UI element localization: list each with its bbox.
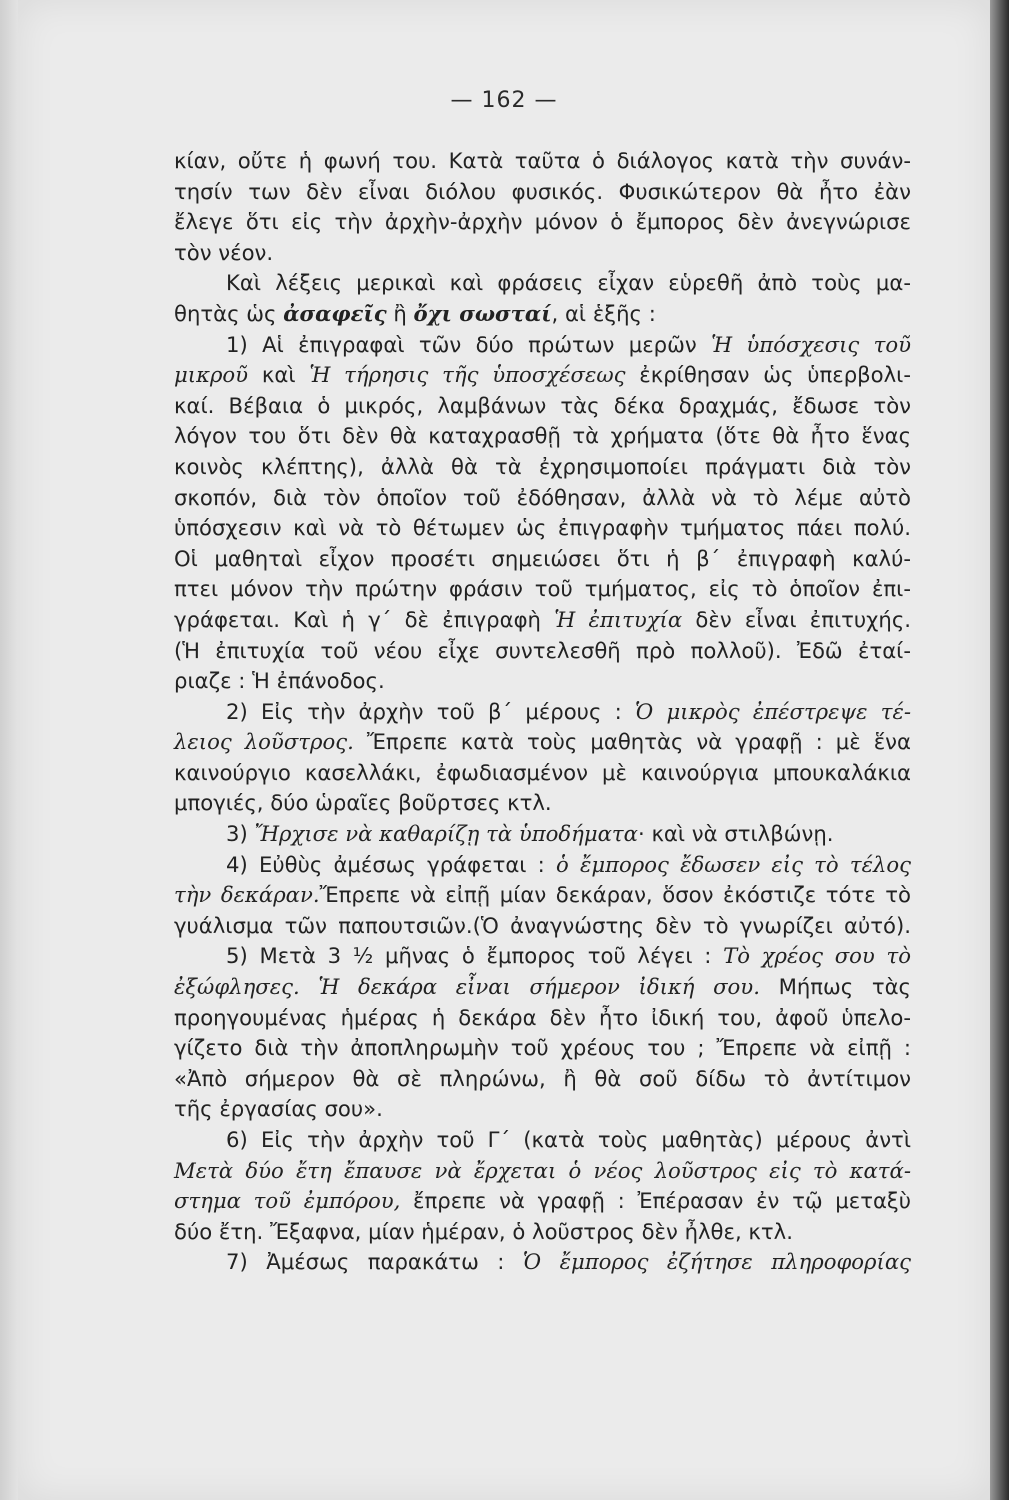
text-line bbox=[174, 452, 911, 483]
emphasized-text: Ἡ ὑπόσχεσις τοῦ bbox=[711, 331, 912, 357]
text-line bbox=[174, 850, 911, 881]
text-line bbox=[174, 1125, 911, 1156]
text-line bbox=[174, 544, 911, 575]
emphasized-text: λειος λοῦστρος. bbox=[174, 729, 354, 755]
text-run: 3) bbox=[226, 821, 255, 847]
text-run: τῆς ἐργασίας σου». bbox=[174, 1096, 383, 1122]
text-line bbox=[174, 146, 911, 177]
emphasized-text: Τὸ χρέος σου τὸ bbox=[723, 943, 911, 969]
text-run: κίαν, οὔτε ἡ φωνή του. Κατὰ ταῦτα ὁ διάλογος κατὰ τὴν συνάν- bbox=[174, 148, 911, 173]
text-run: κοινὸς κλέπτης), ἀλλὰ θὰ τὰ ἐχρησιμοποίει πράγματι διὰ τὸν bbox=[174, 453, 911, 479]
text-run: ἐκρίθησαν ὡς ὑπερβολι- bbox=[625, 362, 912, 388]
text-run: Καὶ λέξεις μερικαὶ καὶ φράσεις εἶχαν εὑρεθῆ ἀπὸ τοὺς μα- bbox=[226, 270, 911, 296]
emphasized-text: μικροῦ bbox=[174, 362, 249, 388]
text-run: ὑπόσχεσιν καὶ νὰ τὸ θέτωμεν ὡς ἐπιγραφὴν τμήματος πάει πολύ. bbox=[174, 515, 911, 541]
text-run: Οἱ μαθηταὶ εἶχον προσέτι σημειώσει ὅτι ἡ β΄ ἐπιγραφὴ καλύ- bbox=[174, 545, 911, 571]
emphasized-text: τὴν δεκάραν. bbox=[174, 882, 320, 908]
text-line bbox=[174, 207, 911, 238]
text-run: ἢ bbox=[386, 300, 414, 326]
text-line bbox=[174, 697, 911, 728]
emphasized-text: Ἤρχισε νὰ καθαρίζῃ τὰ ὑποδήματα bbox=[254, 821, 638, 847]
text-run: λόγον του ὅτι δὲν θὰ καταχρασθῇ τὰ χρήματα (ὅτε θὰ ἦτο ἕνας bbox=[174, 423, 911, 449]
text-run: ριαζε : Ἡ ἐπάνοδος. bbox=[174, 668, 385, 694]
text-line bbox=[174, 421, 911, 452]
text-line bbox=[174, 1217, 911, 1248]
emphasized-text: Ἡ ἐπιτυχία bbox=[554, 606, 683, 632]
text-run: δὲν εἶναι ἐπιτυχής. bbox=[682, 606, 912, 632]
text-line bbox=[174, 238, 911, 269]
text-run: 4) Εὐθὺς ἀμέσως γράφεται : bbox=[226, 851, 557, 877]
text-line bbox=[174, 1247, 911, 1278]
text-line bbox=[174, 391, 911, 422]
text-line bbox=[174, 1156, 911, 1187]
text-run: Μήπως τὰς bbox=[759, 974, 911, 1000]
page-left-margin bbox=[0, 0, 18, 1500]
text-line bbox=[174, 788, 911, 819]
body-text bbox=[174, 146, 911, 1278]
text-run: ἔπρεπε νὰ γραφῇ : Ἐπέρασαν ἐν τῷ μεταξὺ bbox=[400, 1188, 911, 1214]
text-run: γυάλισμα τῶν παπουτσιῶν.(Ὁ ἀναγνώστης δὲν τὸ γνωρίζει αὐτό). bbox=[174, 912, 911, 938]
text-run: σκοπόν, διὰ τὸν ὁποῖον τοῦ ἐδόθησαν, ἀλλὰ νὰ τὸ λέμε αὐτὸ bbox=[174, 484, 911, 510]
emphasized-text: Ἡ τήρησις τῆς ὑποσχέσεως bbox=[309, 362, 626, 388]
text-line bbox=[174, 1064, 911, 1095]
emphasized-text: ἐξώφλησες. Ἡ δεκάρα εἶναι σήμερον ἰδική σου. bbox=[174, 974, 760, 1000]
text-run: καινούργιο κασελλάκι, ἐφωδιασμένον μὲ καινούργια μπουκαλάκια bbox=[174, 759, 911, 785]
text-run: «Ἀπὸ σήμερον θὰ σὲ πληρώνω, ἢ θὰ σοῦ δίδω τὸ ἀντίτιμον bbox=[174, 1065, 911, 1091]
text-run: γράφεται. Καὶ ἡ γ΄ δὲ ἐπιγραφὴ bbox=[174, 606, 555, 632]
text-run: Ἔπρεπε νὰ εἰπῇ μίαν δεκάραν, ὅσον ἐκόστιζε τότε τὸ bbox=[319, 882, 911, 908]
page-right-edge bbox=[990, 0, 1009, 1500]
emphasized-text: Ὁ ἔμπορος ἐζήτησε πληροφορίας bbox=[522, 1249, 911, 1275]
text-line bbox=[174, 819, 911, 850]
emphasized-text: ὄχι σωσταί bbox=[413, 300, 552, 326]
text-run: 1) Αἱ ἐπιγραφαὶ τῶν δύο πρώτων μερῶν bbox=[226, 331, 712, 357]
emphasized-text: ὁ ἔμπορος ἔδωσεν εἰς τὸ τέλος bbox=[556, 851, 911, 877]
text-run: πτει μόνον τὴν πρώτην φράσιν τοῦ τμήματος, εἰς τὸ ὁποῖον ἐπι- bbox=[174, 576, 911, 602]
text-run: προηγουμένας ἡμέρας ἡ δεκάρα δὲν ἦτο ἰδική του, ἀφοῦ ὑπελο- bbox=[174, 1004, 911, 1030]
text-run: 7) Ἀμέσως παρακάτω : bbox=[226, 1249, 523, 1275]
text-line bbox=[174, 972, 911, 1003]
text-run: μπογιές, δύο ὡραῖες βοῦρτσες κτλ. bbox=[174, 790, 552, 816]
text-line bbox=[174, 513, 911, 544]
text-run: ἔλεγε ὅτι εἰς τὴν ἀρχὴν-ἀρχὴν μόνον ὁ ἔμπορος δὲν ἀνεγνώρισε bbox=[174, 209, 911, 235]
text-run: 6) Εἰς τὴν ἀρχὴν τοῦ Γ΄ (κατὰ τοὺς μαθητὰς) μέρους ἀντὶ bbox=[226, 1127, 911, 1152]
text-line bbox=[174, 177, 911, 208]
text-line bbox=[174, 911, 911, 942]
text-line bbox=[174, 880, 911, 911]
text-run: καί. Βέβαια ὁ μικρός, λαμβάνων τὰς δέκα δραχμάς, ἔδωσε τὸν bbox=[174, 392, 911, 418]
text-line bbox=[174, 1186, 911, 1217]
text-run: τησίν των δὲν εἶναι διόλου φυσικός. Φυσικώτερον θὰ ἦτο ἐὰν bbox=[174, 178, 911, 204]
text-line bbox=[174, 299, 911, 330]
text-line bbox=[174, 1003, 911, 1034]
book-page bbox=[18, 0, 990, 1500]
text-line bbox=[174, 1094, 911, 1125]
text-line bbox=[174, 941, 911, 972]
text-run: θητὰς ὡς bbox=[174, 300, 284, 326]
text-line bbox=[174, 574, 911, 605]
emphasized-text: Μετὰ δύο ἔτη ἔπαυσε νὰ ἔρχεται ὁ νέος λοῦστρος εἰς τὸ κατά- bbox=[174, 1157, 911, 1183]
emphasized-text: στημα τοῦ ἐμπόρου, bbox=[174, 1188, 401, 1214]
text-run: τὸν νέον. bbox=[174, 239, 274, 265]
text-run: καὶ bbox=[248, 362, 310, 388]
text-run: Ἔπρεπε κατὰ τοὺς μαθητὰς νὰ γραφῇ : μὲ ἕνα bbox=[353, 729, 911, 755]
text-run: γίζετο διὰ τὴν ἀποπληρωμὴν τοῦ χρέους του ; Ἔπρεπε νὰ εἰπῇ : bbox=[174, 1035, 911, 1061]
text-line bbox=[174, 758, 911, 789]
text-line bbox=[174, 605, 911, 636]
text-run: 5) Μετὰ 3 ½ μῆνας ὁ ἔμπορος τοῦ λέγει : bbox=[226, 943, 724, 969]
page-number: — 162 — bbox=[450, 88, 558, 113]
text-line bbox=[174, 666, 911, 697]
text-run: , αἱ ἑξῆς : bbox=[551, 300, 656, 326]
text-line bbox=[174, 483, 911, 514]
text-run: δύο ἔτη. Ἔξαφνα, μίαν ἡμέραν, ὁ λοῦστρος δὲν ἦλθε, κτλ. bbox=[174, 1218, 793, 1244]
text-line bbox=[174, 636, 911, 667]
text-line bbox=[174, 330, 911, 361]
text-run: · καὶ νὰ στιλβώνῃ. bbox=[637, 821, 834, 847]
text-run: (Ἡ ἐπιτυχία τοῦ νέου εἶχε συντελεσθῆ πρὸ πολλοῦ). Ἐδῶ ἐταί- bbox=[174, 637, 911, 663]
text-line bbox=[174, 268, 911, 299]
text-run: 2) Εἰς τὴν ἀρχὴν τοῦ β΄ μέρους : bbox=[226, 698, 636, 724]
text-line bbox=[174, 727, 911, 758]
emphasized-text: ἀσαφεῖς bbox=[283, 300, 387, 326]
emphasized-text: Ὁ μικρὸς ἐπέστρεψε τέ- bbox=[635, 698, 911, 724]
text-line bbox=[174, 360, 911, 391]
text-line bbox=[174, 1033, 911, 1064]
